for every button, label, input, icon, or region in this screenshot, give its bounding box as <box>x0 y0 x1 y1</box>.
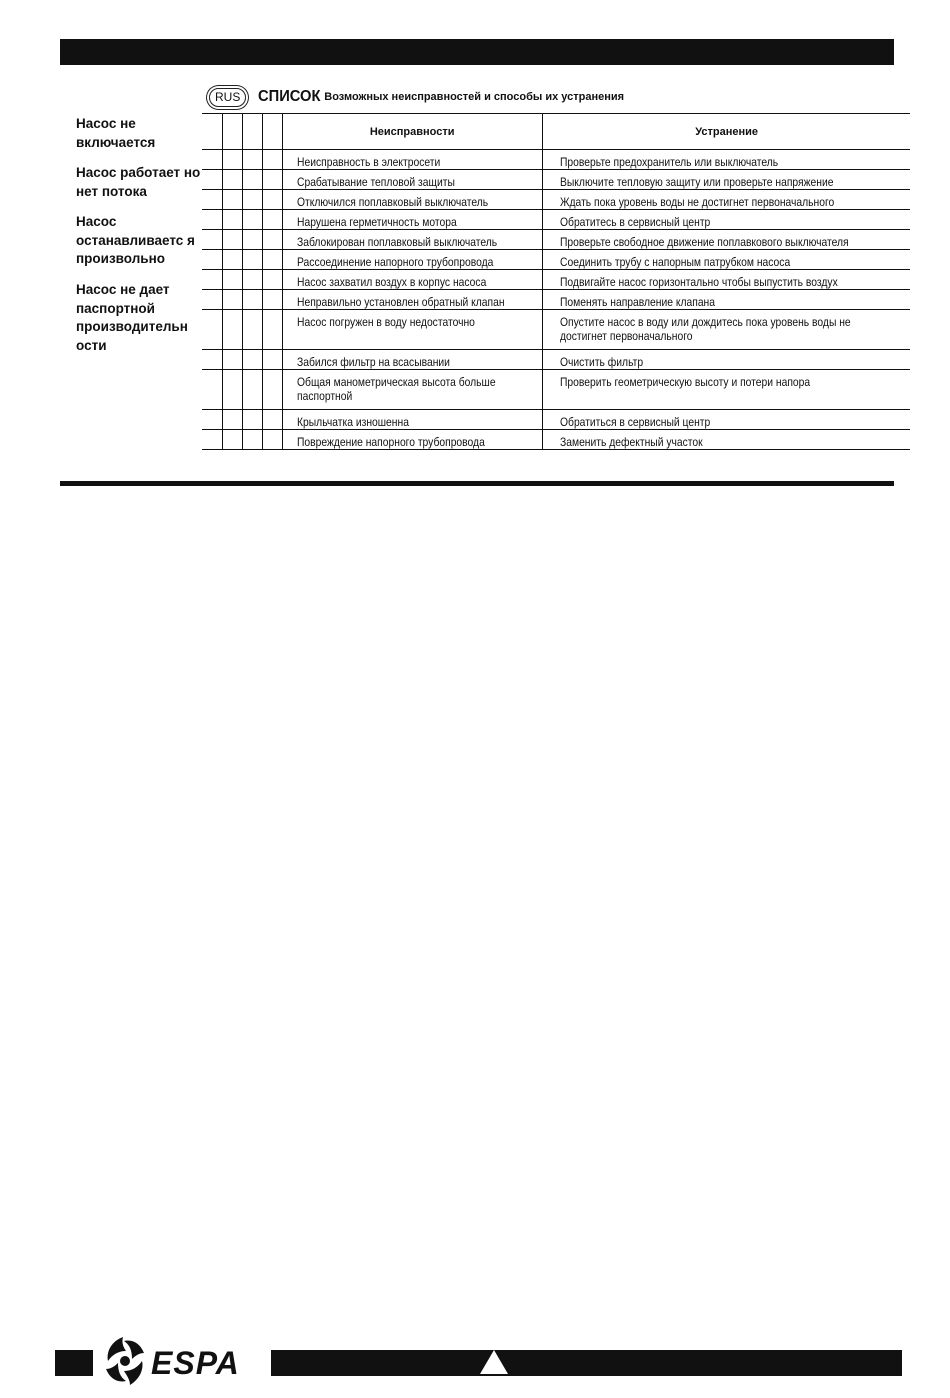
cause-cell <box>282 310 542 350</box>
table-row <box>202 150 910 170</box>
symptom-label: Насос работает но нет потока <box>76 165 201 199</box>
symptom-check-cell <box>262 310 282 350</box>
symptom-check-cell <box>202 250 222 270</box>
remedy-cell <box>542 430 910 450</box>
symptom-check-cell <box>222 410 242 430</box>
symptom-check-cell <box>262 350 282 370</box>
section-divider <box>60 481 894 486</box>
header-bar <box>60 39 894 65</box>
remedy-cell <box>542 170 910 190</box>
symptom-check-cell <box>202 270 222 290</box>
symptom-check-cell <box>262 250 282 270</box>
brand-logo-text: ESPA <box>151 1345 240 1381</box>
remedy-text: Очистить фильтр <box>559 355 643 369</box>
symptom-check-cell <box>262 270 282 290</box>
remedy-cell <box>542 150 910 170</box>
symptom-check-cell <box>202 430 222 450</box>
symptom-column-3 <box>242 114 262 150</box>
symptom-check-cell <box>262 230 282 250</box>
page-subtitle: Возможных неисправностей и способы их устранения <box>324 91 625 103</box>
cause-text: Крыльчатка изношенна <box>296 415 409 429</box>
symptom-check-cell <box>242 170 262 190</box>
symptom-check-cell <box>222 430 242 450</box>
symptom-check-cell <box>202 150 222 170</box>
cause-text: Повреждение напорного трубопровода <box>296 435 485 449</box>
table-row <box>202 370 910 410</box>
cause-text: Общая манометрическая высота больше <box>296 375 496 389</box>
table-row <box>202 430 910 450</box>
remedy-column-header: Устранение <box>542 114 910 150</box>
symptom-check-cell <box>222 370 242 410</box>
symptom-check-cell <box>262 410 282 430</box>
cause-cell <box>282 290 542 310</box>
symptom-check-cell <box>262 370 282 410</box>
symptom-column-2 <box>222 114 242 150</box>
page-heading <box>206 85 624 109</box>
remedy-text: Соединить трубу с напорным патрубком насоса <box>559 255 791 269</box>
cause-cell <box>282 350 542 370</box>
cause-cell <box>282 150 542 170</box>
table-row <box>202 310 910 350</box>
remedy-cell <box>542 210 910 230</box>
cause-text: Рассоединение напорного трубопровода <box>296 255 493 269</box>
page-title: СПИСОК <box>258 88 321 105</box>
remedy-text: Проверить геометрическую высоту и потери напора <box>559 375 811 389</box>
remedy-text: Проверьте свободное движение поплавкового выключателя <box>559 235 849 249</box>
symptom-check-cell <box>222 170 242 190</box>
triangle-marker-icon <box>480 1350 508 1374</box>
symptom-check-cell <box>202 370 222 410</box>
remedy-text: Обратиться в сервисный центр <box>559 415 711 429</box>
symptom-column-4 <box>262 114 282 150</box>
symptom-label: Насос не включается <box>76 116 156 150</box>
symptom-check-cell <box>262 430 282 450</box>
symptom-check-cell <box>202 350 222 370</box>
remedy-cell <box>542 250 910 270</box>
remedy-cell <box>542 290 910 310</box>
symptom-check-cell <box>262 190 282 210</box>
table-header-row <box>202 114 910 150</box>
symptom-label: Насос не дает паспортной производительн ости <box>76 282 188 353</box>
cause-cell <box>282 410 542 430</box>
symptom-check-cell <box>202 290 222 310</box>
cause-text: паспортной <box>296 389 352 403</box>
symptom-check-cell <box>222 250 242 270</box>
cause-cell <box>282 210 542 230</box>
symptom-check-cell <box>202 190 222 210</box>
symptom-check-cell <box>242 210 262 230</box>
remedy-cell <box>542 230 910 250</box>
cause-column-header: Неисправности <box>282 114 542 150</box>
symptom-check-cell <box>262 150 282 170</box>
remedy-text: Проверьте предохранитель или выключатель <box>559 155 779 169</box>
symptom-check-cell <box>222 150 242 170</box>
table-row <box>202 410 910 430</box>
footer <box>55 1333 902 1393</box>
cause-cell <box>282 190 542 210</box>
table-row <box>202 230 910 250</box>
remedy-cell <box>542 270 910 290</box>
troubleshooting-table <box>202 113 910 450</box>
symptom-check-cell <box>242 150 262 170</box>
cause-text: Заблокирован поплавковый выключатель <box>296 235 497 249</box>
symptom-check-cell <box>242 410 262 430</box>
symptom-check-cell <box>202 310 222 350</box>
symptom-check-cell <box>222 310 242 350</box>
symptom-check-cell <box>262 170 282 190</box>
cause-text: Насос захватил воздух в корпус насоса <box>296 275 486 289</box>
remedy-cell <box>542 370 910 410</box>
symptom-check-cell <box>202 410 222 430</box>
table-row <box>202 170 910 190</box>
remedy-cell <box>542 310 910 350</box>
remedy-text: Опустите насос в воду или дождитесь пока уровень воды не <box>559 315 851 329</box>
symptom-column-1 <box>202 114 222 150</box>
symptom-check-cell <box>242 190 262 210</box>
symptom-check-cell <box>202 230 222 250</box>
cause-text: Забился фильтр на всасывании <box>296 355 450 369</box>
table-row <box>202 210 910 230</box>
remedy-cell <box>542 410 910 430</box>
symptom-check-cell <box>222 230 242 250</box>
symptom-check-cell <box>242 350 262 370</box>
cause-cell <box>282 270 542 290</box>
symptom-check-cell <box>222 210 242 230</box>
cause-text: Нарушена герметичность мотора <box>296 215 457 229</box>
symptom-check-cell <box>242 250 262 270</box>
symptom-check-cell <box>242 290 262 310</box>
cause-text: Неисправность в электросети <box>296 155 440 169</box>
symptom-check-cell <box>202 170 222 190</box>
table-row <box>202 270 910 290</box>
symptom-check-cell <box>222 290 242 310</box>
remedy-text: Поменять направление клапана <box>559 295 715 309</box>
cause-cell <box>282 250 542 270</box>
symptom-check-cell <box>242 230 262 250</box>
language-badge: RUS <box>209 88 246 107</box>
symptom-check-cell <box>242 310 262 350</box>
symptom-check-cell <box>262 290 282 310</box>
cause-text: Неправильно установлен обратный клапан <box>296 295 505 309</box>
remedy-text: достигнет первоначального <box>559 329 693 343</box>
symptom-check-cell <box>242 370 262 410</box>
cause-cell <box>282 170 542 190</box>
remedy-text: Обратитесь в сервисный центр <box>559 215 711 229</box>
symptom-label: Насос останавливаетс я произвольно <box>76 214 195 266</box>
symptom-check-cell <box>222 270 242 290</box>
footer-bar-right <box>271 1350 902 1376</box>
remedy-text: Ждать пока уровень воды не достигнет первоначального <box>559 195 835 209</box>
remedy-cell <box>542 190 910 210</box>
espa-logo-icon <box>100 1333 150 1389</box>
cause-text: Срабатывание тепловой защиты <box>296 175 455 189</box>
table-row <box>202 350 910 370</box>
table-row <box>202 250 910 270</box>
cause-cell <box>282 370 542 410</box>
cause-text: Насос погружен в воду недостаточно <box>296 315 475 329</box>
cause-cell <box>282 230 542 250</box>
cause-text: Отключился поплавковый выключатель <box>296 195 488 209</box>
remedy-cell <box>542 350 910 370</box>
cause-cell <box>282 430 542 450</box>
table-row <box>202 190 910 210</box>
symptom-check-cell <box>262 210 282 230</box>
remedy-text: Подвигайте насос горизонтально чтобы выпустить воздух <box>559 275 838 289</box>
symptom-check-cell <box>242 270 262 290</box>
symptom-check-cell <box>202 210 222 230</box>
remedy-text: Заменить дефектный участок <box>559 435 703 449</box>
symptom-check-cell <box>222 190 242 210</box>
footer-bar-left <box>55 1350 93 1376</box>
symptom-check-cell <box>242 430 262 450</box>
symptom-check-cell <box>222 350 242 370</box>
table-row <box>202 290 910 310</box>
remedy-text: Выключите тепловую защиту или проверьте напряжение <box>559 175 834 189</box>
